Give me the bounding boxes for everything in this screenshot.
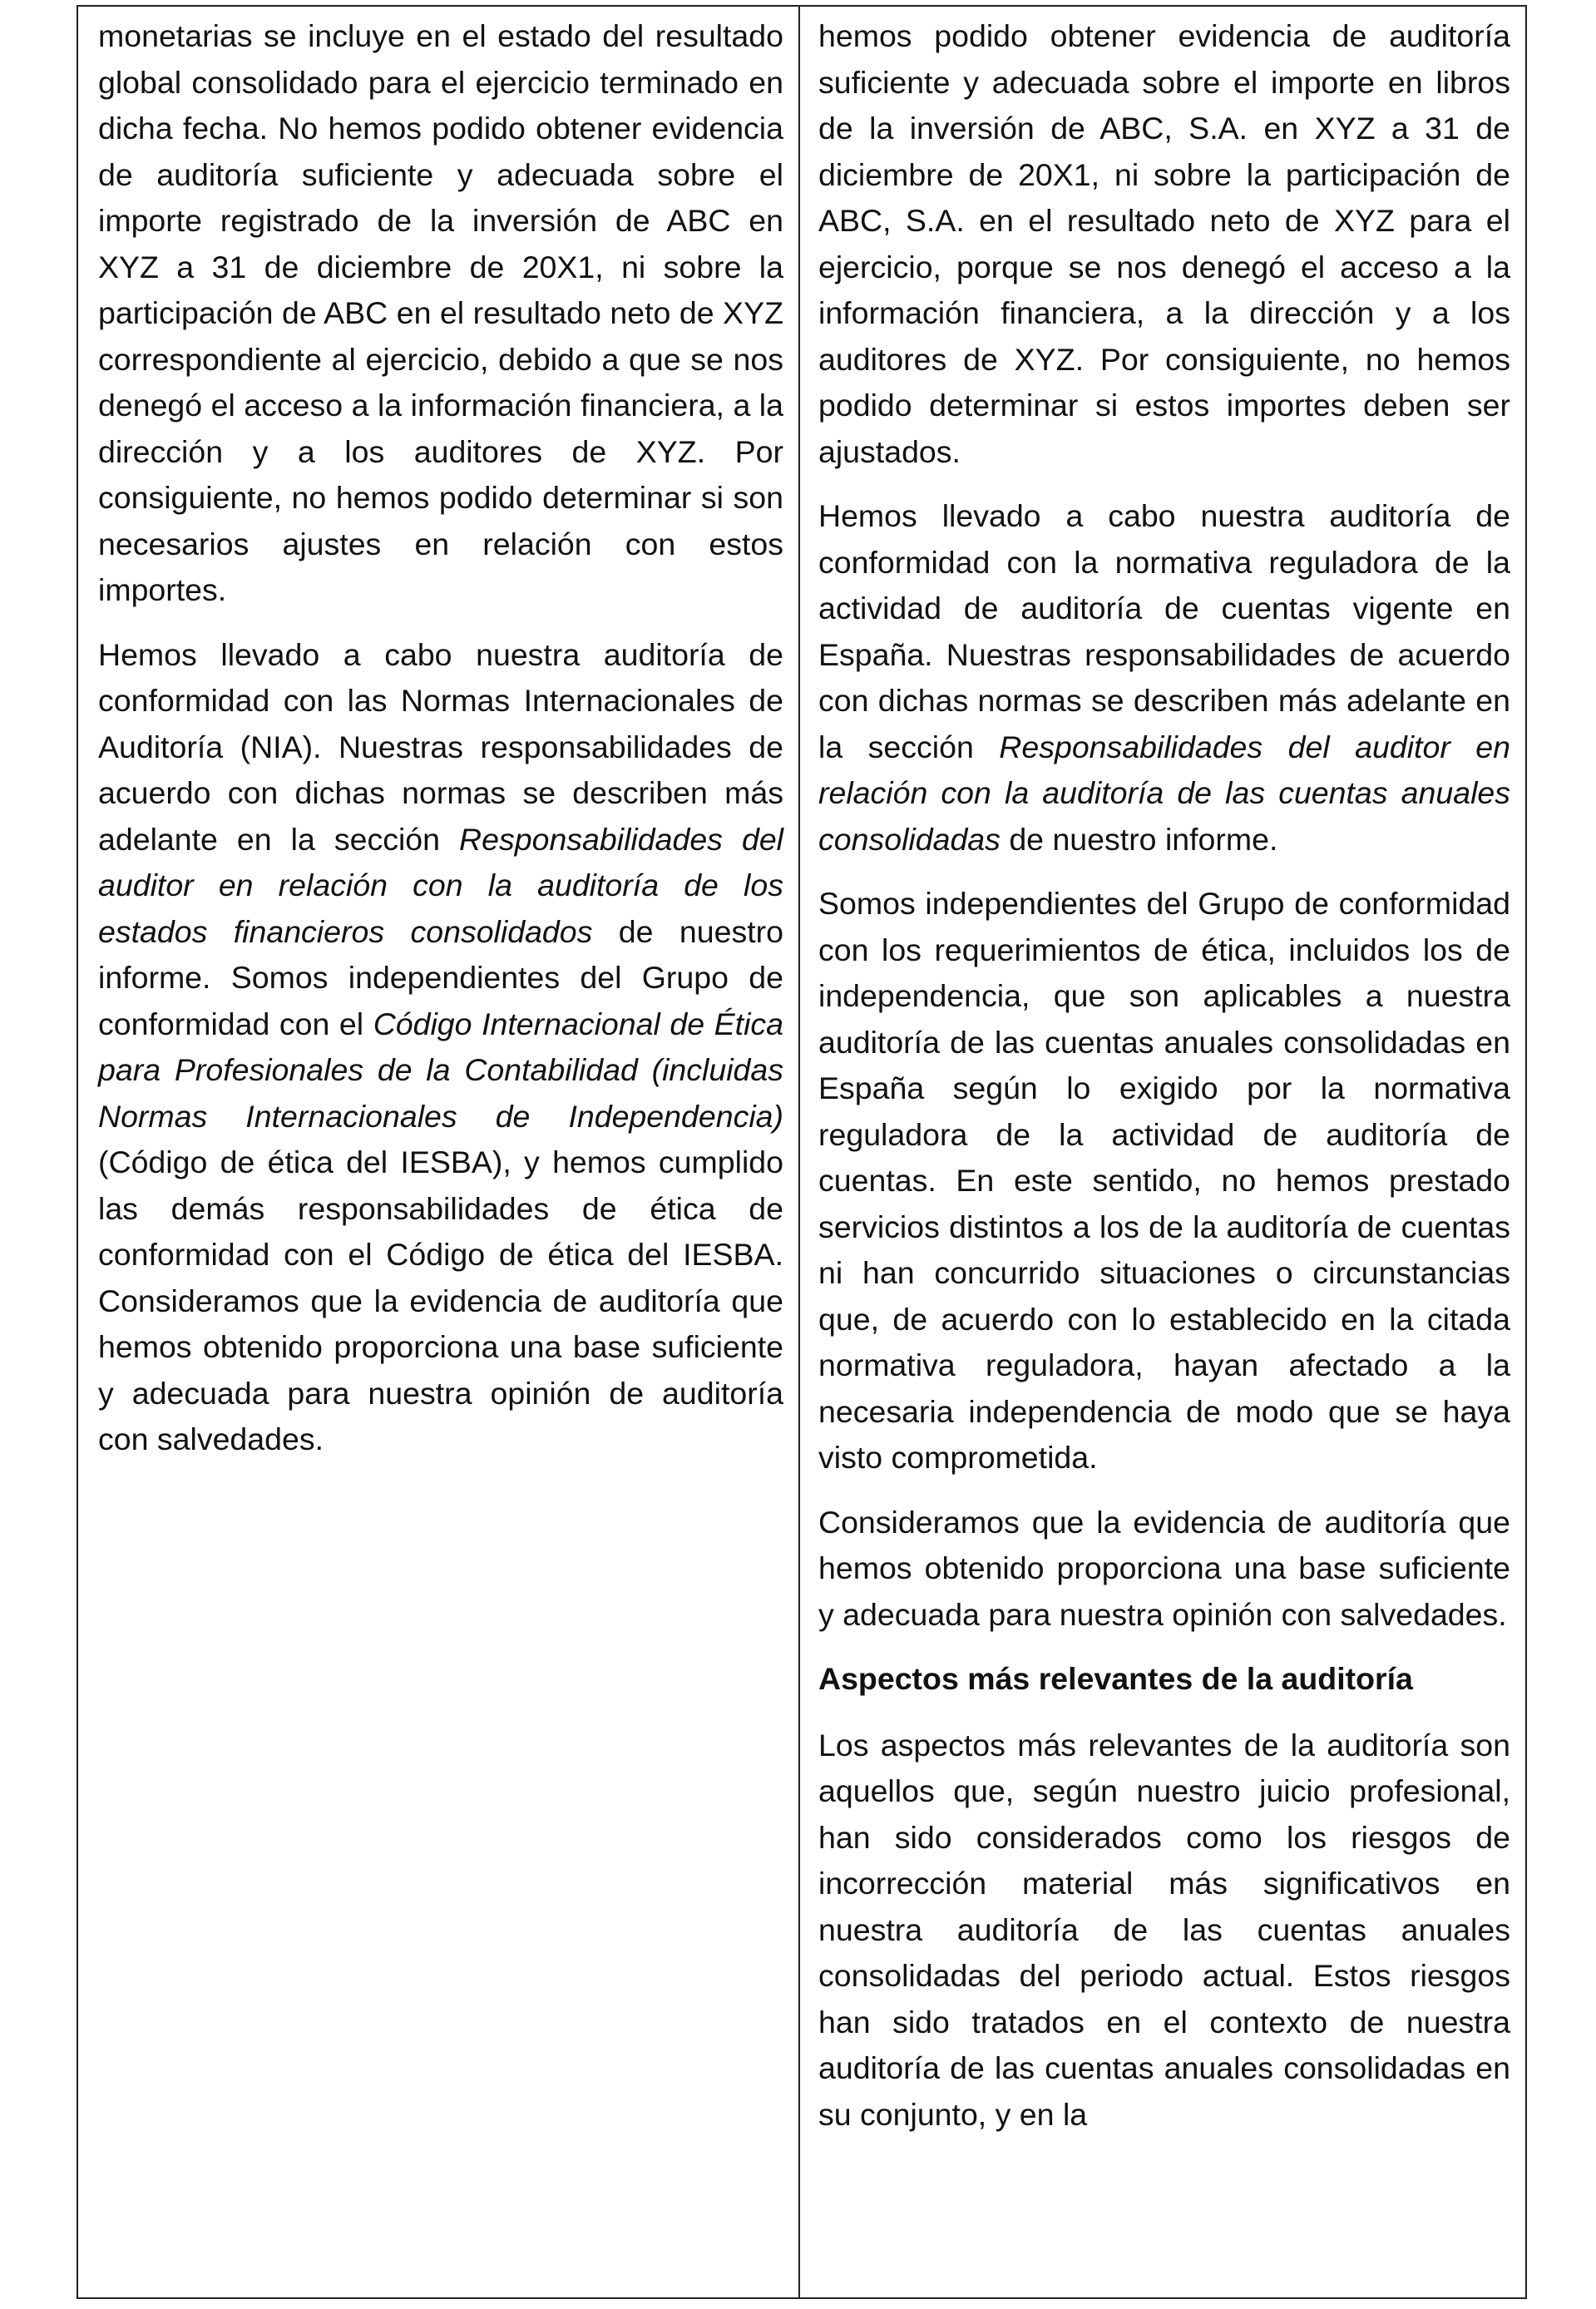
left-column-cell [78,7,800,2297]
left-p2-italic-1: Responsabilidades del auditor en relación con la auditoría de los estados financieros consolidados [98,821,783,949]
right-p2-italic-1: Responsabilidades del auditor en relación con la auditoría de las cuentas anuales consolidadas [818,729,1510,857]
left-p2-text-1: Hemos llevado a cabo nuestra auditoría de conformidad con las Normas Internacionales de Auditoría (NIA). Nuestras responsabilidades de acuerdo con dichas normas se describen más adelante en la sección [98,636,783,857]
right-paragraph-3: Somos independientes del Grupo de conformidad con los requerimientos de ética, incluidos los de independencia, que son aplicables a nuestra auditoría de las cuentas anuales consolidadas en España según lo exigido por la normativa reguladora de la actividad de auditoría de cuentas. En este sentido, no hemos prestado servicios distintos a los de la auditoría de cuentas ni han concurrido situaciones o circunstancias que, de acuerdo con lo establecido en la citada normativa reguladora, hayan afectado a la necesaria independencia de modo que se haya visto comprometida. [818,886,1510,1475]
right-paragraph-4: Consideramos que la evidencia de auditoría que hemos obtenido proporciona una base suficiente y adecuada para nuestra opinión con salvedades. [818,1504,1510,1632]
left-paragraph-2 [98,632,783,1463]
comparison-table [77,5,1527,2299]
left-paragraph-1: monetarias se incluye en el estado del resultado global consolidado para el ejercicio terminado en dicha fecha. No hemos podido obtener evidencia de auditoría suficiente y adecuada sobre el importe registrado de la inversión de ABC en XYZ a 31 de diciembre de 20X1, ni sobre la participación de ABC en el resultado neto de XYZ correspondiente al ejercicio, debido a que se nos denegó el acceso a la información financiera, a la dirección y a los auditores de XYZ. Por consiguiente, no hemos podido determinar si son necesarios ajustes en relación con estos importes. [98,18,783,607]
right-paragraph-2 [818,493,1510,863]
section-heading: Aspectos más relevantes de la auditoría [818,1661,1413,1696]
right-paragraph-5: Los aspectos más relevantes de la auditoría son aquellos que, según nuestro juicio profesional, han sido considerados como los riesgos de incorrección material más significativos en nuestra auditoría de las cuentas anuales consolidadas del periodo actual. Estos riesgos han sido tratados en el contexto de nuestra auditoría de las cuentas anuales consolidadas en su conjunto, y en la [818,1727,1510,2132]
left-p2-text-3: (Código de ética del IESBA), y hemos cumplido las demás responsabilidades de ética de conformidad con el Código de ética del IESBA. Consideramos que la evidencia de auditoría que hemos obtenido proporciona una base suficiente y adecuada para nuestra opinión de auditoría con salvedades. [98,1145,783,1456]
right-p2-text-2: de nuestro informe. [1000,821,1278,857]
left-p2-italic-2: Código Internacional de Ética para Profesionales de la Contabilidad (incluidas Normas Internacionales de Independencia) [98,1006,784,1134]
right-column-cell [800,7,1525,2297]
right-paragraph-1: hemos podido obtener evidencia de auditoría suficiente y adecuada sobre el importe en libros de la inversión de ABC, S.A. en XYZ a 31 de diciembre de 20X1, ni sobre la participación de ABC, S.A. en el resultado neto de XYZ para el ejercicio, porque se nos denegó el acceso a la información financiera, a la dirección y a los auditores de XYZ. Por consiguiente, no hemos podido determinar si estos importes deben ser ajustados. [818,18,1510,469]
left-p2-text-2: de nuestro informe. Somos independientes del Grupo de conformidad con el [98,913,783,1041]
right-p2-text-1: Hemos llevado a cabo nuestra auditoría de conformidad con la normativa reguladora de la actividad de auditoría de cuentas vigente en España. Nuestras responsabilidades de acuerdo con dichas normas se describen más adelante en la sección [818,498,1510,764]
